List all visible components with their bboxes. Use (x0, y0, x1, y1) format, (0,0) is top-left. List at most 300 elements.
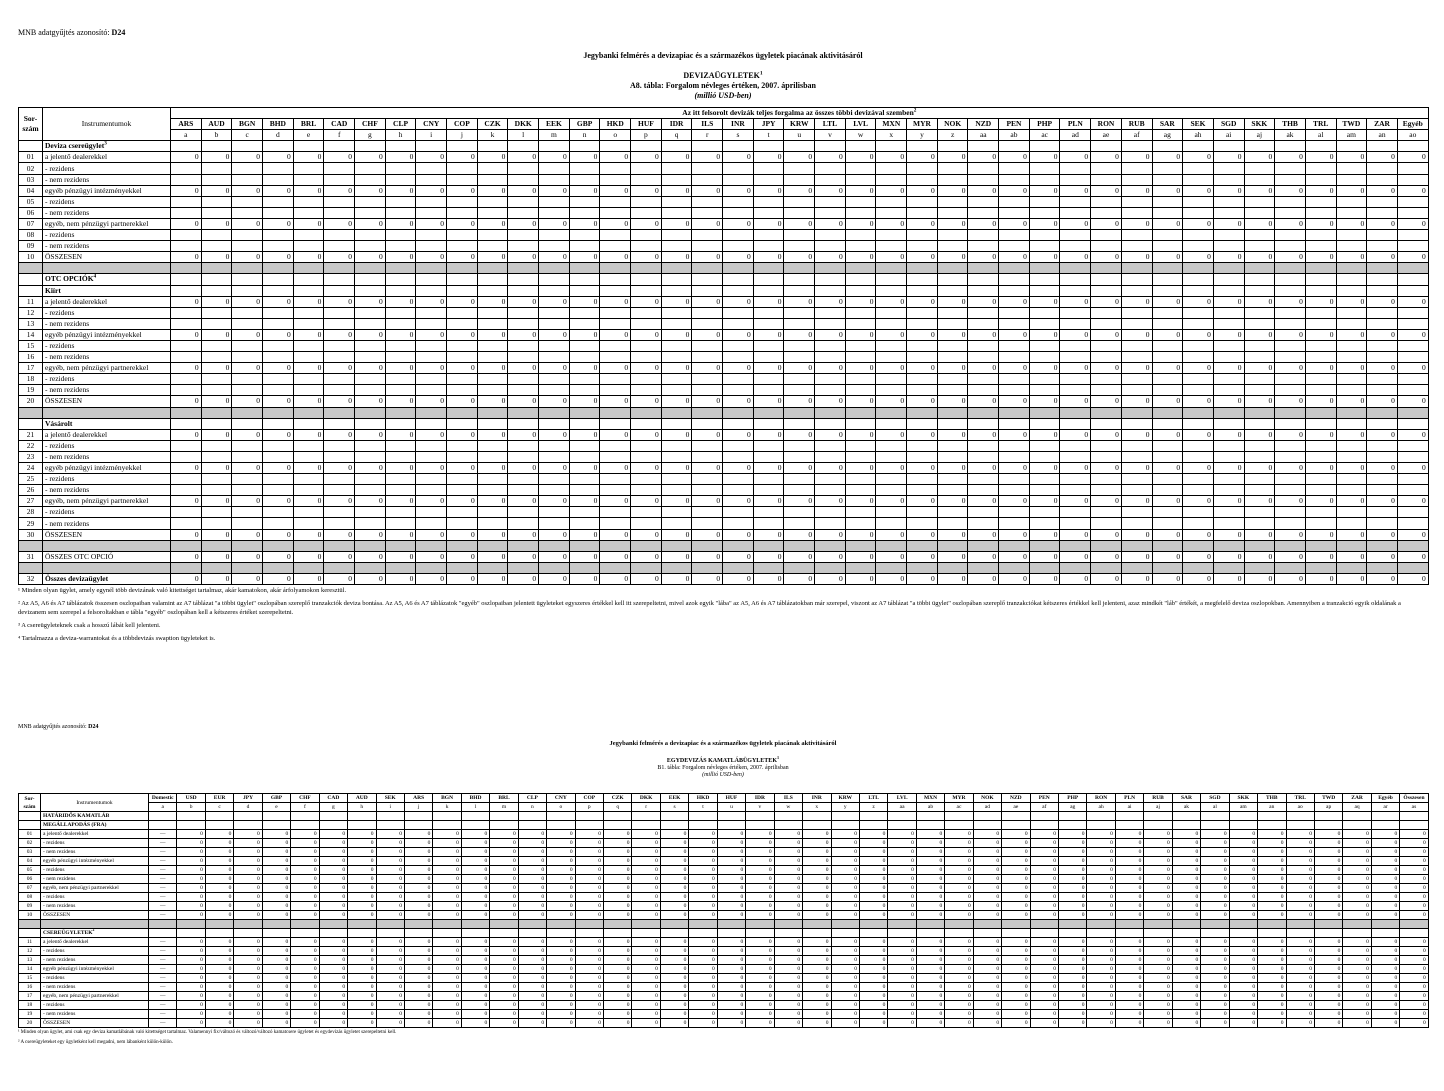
data-cell (201, 374, 232, 385)
data-cell: 0 (1305, 396, 1336, 407)
data-cell (907, 230, 938, 241)
data-cell: 0 (916, 937, 944, 946)
data-cell: 0 (888, 902, 916, 911)
data-cell: 0 (937, 296, 968, 307)
data-cell (784, 318, 815, 329)
data-cell: 0 (177, 1018, 205, 1027)
data-cell: 0 (324, 329, 355, 340)
data-cell: 0 (348, 848, 376, 857)
data-cell (1029, 207, 1060, 218)
data-cell (661, 163, 692, 174)
currency-header-php: PHP (1029, 119, 1060, 130)
data-cell: — (149, 839, 177, 848)
data-cell: 0 (945, 1000, 973, 1009)
data-cell: 0 (717, 1018, 745, 1027)
empty-cell (600, 562, 631, 573)
data-cell: 0 (1213, 329, 1244, 340)
empty-cell (631, 285, 662, 296)
data-cell (385, 352, 416, 363)
data-cell: 0 (1172, 830, 1200, 839)
data-cell: 0 (232, 185, 263, 196)
empty-cell (1397, 285, 1428, 296)
data-cell: 0 (1275, 252, 1306, 263)
currency-header-twd: TWD (1336, 119, 1367, 130)
row-label: - nem rezidens (43, 174, 171, 185)
data-cell (293, 307, 324, 318)
empty-cell (539, 418, 570, 429)
empty-cell (201, 407, 232, 418)
empty-cell (968, 263, 999, 274)
data-cell (723, 307, 754, 318)
data-cell (1152, 518, 1183, 529)
empty-cell (968, 562, 999, 573)
table-row (19, 218, 1429, 229)
data-cell: 0 (291, 866, 319, 875)
row-label: ÖSSZESEN (41, 911, 149, 920)
data-cell: 0 (1343, 982, 1371, 991)
empty-cell (433, 928, 461, 937)
data-cell (201, 440, 232, 451)
data-cell (1244, 440, 1275, 451)
data-cell: 0 (937, 396, 968, 407)
data-cell (999, 230, 1030, 241)
data-cell (937, 374, 968, 385)
row-label: a jelentő dealerekkel (41, 830, 149, 839)
column-letter-am: am (1229, 803, 1257, 812)
data-cell: 0 (404, 893, 432, 902)
data-cell: 0 (660, 875, 688, 884)
empty-cell (416, 263, 447, 274)
data-cell: 0 (575, 973, 603, 982)
currency-header-mxn: MXN (876, 119, 907, 130)
column-letter-i: i (416, 130, 447, 141)
data-cell (907, 451, 938, 462)
empty-cell (539, 407, 570, 418)
row-label: egyéb pénzügyi intézményekkel (41, 857, 149, 866)
empty-cell (999, 285, 1030, 296)
empty-cell (319, 928, 347, 937)
currency-header-mxn: MXN (916, 794, 944, 803)
row-number: 15 (19, 973, 41, 982)
data-cell: 0 (1371, 1000, 1399, 1009)
empty-cell (660, 812, 688, 821)
data-cell: 0 (518, 866, 546, 875)
empty-cell (916, 821, 944, 830)
data-cell (355, 374, 386, 385)
data-cell: 0 (575, 830, 603, 839)
unit-label: (millió USD-ben) (702, 772, 744, 778)
empty-cell (907, 263, 938, 274)
data-cell: 0 (324, 463, 355, 474)
data-cell: 0 (937, 529, 968, 540)
data-cell: 0 (937, 573, 968, 584)
data-cell: 0 (433, 937, 461, 946)
data-cell (263, 318, 294, 329)
data-cell (1091, 241, 1122, 252)
data-cell (1213, 451, 1244, 462)
data-cell: 0 (1091, 152, 1122, 163)
data-cell: 0 (1002, 893, 1030, 902)
data-cell: 0 (1121, 252, 1152, 263)
data-cell: 0 (293, 529, 324, 540)
data-cell (447, 374, 478, 385)
data-cell (447, 340, 478, 351)
data-cell (999, 385, 1030, 396)
data-cell: 0 (547, 830, 575, 839)
row-label: ÖSSZESEN (41, 1018, 149, 1027)
data-cell: 0 (490, 902, 518, 911)
data-cell: 0 (1172, 911, 1200, 920)
data-cell: 0 (1144, 937, 1172, 946)
data-cell: 0 (888, 946, 916, 955)
table-row (19, 352, 1429, 363)
group-header (171, 108, 1429, 119)
data-cell: 0 (1343, 991, 1371, 1000)
data-cell: 0 (1002, 964, 1030, 973)
data-cell: 0 (815, 496, 846, 507)
data-cell (1121, 352, 1152, 363)
data-cell: 0 (348, 946, 376, 955)
data-cell: 0 (508, 551, 539, 562)
empty-cell (661, 141, 692, 152)
data-cell: 0 (876, 429, 907, 440)
data-cell: 0 (319, 1018, 347, 1027)
column-letter-ao: ao (1397, 130, 1428, 141)
data-cell: 0 (1121, 573, 1152, 584)
data-cell (815, 474, 846, 485)
table-row (19, 946, 1429, 955)
data-cell (907, 174, 938, 185)
data-cell (815, 374, 846, 385)
data-cell (600, 163, 631, 174)
data-cell: 0 (348, 1000, 376, 1009)
data-cell: 0 (1286, 973, 1314, 982)
data-cell (968, 374, 999, 385)
empty-cell (171, 285, 202, 296)
data-cell (355, 241, 386, 252)
data-cell: 0 (815, 551, 846, 562)
column-letter-o: o (547, 803, 575, 812)
data-cell (447, 241, 478, 252)
empty-cell (815, 263, 846, 274)
data-cell: 0 (1400, 955, 1428, 964)
row-number: 01 (19, 152, 43, 163)
data-cell (1397, 451, 1428, 462)
data-cell: 0 (1314, 973, 1342, 982)
data-cell: 0 (416, 252, 447, 263)
data-cell (1152, 474, 1183, 485)
data-cell: 0 (262, 893, 290, 902)
data-cell: 0 (1121, 329, 1152, 340)
data-cell: 0 (376, 955, 404, 964)
data-cell: 0 (859, 848, 887, 857)
data-cell: 0 (376, 902, 404, 911)
data-cell (631, 507, 662, 518)
data-cell (661, 374, 692, 385)
data-cell (1275, 163, 1306, 174)
data-cell: 0 (632, 848, 660, 857)
data-cell (600, 474, 631, 485)
data-cell (1183, 163, 1214, 174)
empty-cell (784, 141, 815, 152)
data-cell (1183, 352, 1214, 363)
row-label (43, 540, 171, 551)
data-cell: 0 (945, 848, 973, 857)
col-header-instr: Instrumentumok (41, 794, 149, 812)
spacer-row (19, 407, 1429, 418)
column-letter-x: x (876, 130, 907, 141)
data-cell: 0 (547, 1009, 575, 1018)
row-label (43, 562, 171, 573)
empty-cell (1275, 285, 1306, 296)
data-cell: 0 (1258, 955, 1286, 964)
data-cell: 0 (660, 857, 688, 866)
data-cell (692, 518, 723, 529)
data-cell: 0 (1286, 848, 1314, 857)
data-cell: 0 (1002, 911, 1030, 920)
group-header-sup: 2 (913, 107, 917, 114)
data-cell: 0 (575, 875, 603, 884)
data-cell: 0 (1367, 463, 1398, 474)
row-label: ÖSSZESEN (43, 252, 171, 263)
empty-cell (1213, 562, 1244, 573)
currency-header-ils: ILS (692, 119, 723, 130)
data-cell: 0 (461, 911, 489, 920)
data-cell: 0 (1144, 911, 1172, 920)
data-cell (692, 507, 723, 518)
data-cell: 0 (461, 884, 489, 893)
data-cell (631, 196, 662, 207)
data-cell: 0 (831, 946, 859, 955)
data-cell: 0 (234, 1009, 262, 1018)
id-line (18, 28, 1428, 37)
empty-cell (232, 407, 263, 418)
row-number: 19 (19, 1009, 41, 1018)
data-cell: 0 (539, 252, 570, 263)
data-cell: 0 (490, 848, 518, 857)
data-cell: 0 (1343, 911, 1371, 920)
data-cell: 0 (859, 1009, 887, 1018)
data-cell: 0 (723, 463, 754, 474)
data-cell: 0 (916, 1018, 944, 1027)
row-number: 02 (19, 839, 41, 848)
empty-cell (631, 274, 662, 285)
data-cell: 0 (907, 296, 938, 307)
column-letter-s: s (660, 803, 688, 812)
empty-cell (1183, 418, 1214, 429)
empty-cell (753, 285, 784, 296)
data-cell: 0 (1343, 955, 1371, 964)
data-cell: — (149, 911, 177, 920)
data-cell (1183, 440, 1214, 451)
row-label: - rezidens (41, 946, 149, 955)
empty-cell (1229, 928, 1257, 937)
data-cell: 0 (746, 991, 774, 1000)
table-row (19, 911, 1429, 920)
data-cell: 0 (600, 185, 631, 196)
data-cell: 0 (376, 982, 404, 991)
data-cell: 0 (1059, 893, 1087, 902)
column-letter-r: r (632, 803, 660, 812)
row-label: - rezidens (43, 507, 171, 518)
empty-cell (324, 274, 355, 285)
data-cell: 0 (1213, 296, 1244, 307)
empty-cell (149, 928, 177, 937)
empty-cell (1060, 285, 1091, 296)
data-cell: 0 (234, 884, 262, 893)
data-cell: 0 (376, 911, 404, 920)
empty-cell (263, 141, 294, 152)
data-cell (1029, 507, 1060, 518)
empty-cell (631, 407, 662, 418)
row-label: a jelentő dealerekkel (43, 152, 171, 163)
data-cell (201, 385, 232, 396)
data-cell (477, 241, 508, 252)
data-cell: 0 (1371, 830, 1399, 839)
data-cell: 0 (1213, 573, 1244, 584)
data-cell (784, 241, 815, 252)
data-cell (968, 207, 999, 218)
footnotes-a (18, 586, 1428, 643)
data-cell: 0 (859, 1018, 887, 1027)
column-letter-x: x (803, 803, 831, 812)
data-cell (1121, 374, 1152, 385)
data-cell: 0 (845, 185, 876, 196)
data-cell (1091, 307, 1122, 318)
currency-header-pln: PLN (1115, 794, 1143, 803)
data-cell (263, 518, 294, 529)
empty-cell (324, 407, 355, 418)
data-cell: 0 (234, 937, 262, 946)
data-cell: 0 (604, 893, 632, 902)
empty-cell (859, 821, 887, 830)
data-cell: 0 (324, 363, 355, 374)
currency-header-lvl: LVL (845, 119, 876, 130)
data-cell: 0 (171, 529, 202, 540)
data-cell: 0 (355, 329, 386, 340)
data-cell: 0 (1201, 964, 1229, 973)
data-cell: 0 (999, 396, 1030, 407)
data-cell: 0 (604, 1009, 632, 1018)
empty-cell (508, 407, 539, 418)
empty-cell (1030, 920, 1058, 929)
data-cell (569, 241, 600, 252)
data-cell: 0 (569, 218, 600, 229)
data-cell: 0 (876, 496, 907, 507)
data-cell (232, 340, 263, 351)
data-cell: 0 (888, 955, 916, 964)
data-cell: 0 (539, 573, 570, 584)
data-cell (1183, 374, 1214, 385)
data-cell: 0 (803, 937, 831, 946)
data-cell: 0 (177, 991, 205, 1000)
data-cell (263, 241, 294, 252)
data-cell (753, 307, 784, 318)
data-cell (232, 440, 263, 451)
data-cell: 0 (416, 463, 447, 474)
empty-cell (600, 263, 631, 274)
data-cell (845, 352, 876, 363)
data-cell (1213, 196, 1244, 207)
data-cell: 0 (263, 529, 294, 540)
data-cell: 0 (1275, 296, 1306, 307)
data-cell (385, 163, 416, 174)
empty-cell (263, 274, 294, 285)
data-cell: 0 (1059, 1000, 1087, 1009)
data-cell (1244, 340, 1275, 351)
column-letter-ac: ac (1029, 130, 1060, 141)
data-cell: 0 (1183, 496, 1214, 507)
data-cell: 0 (348, 1018, 376, 1027)
data-cell (539, 485, 570, 496)
data-cell: 0 (661, 551, 692, 562)
data-cell: 0 (205, 866, 233, 875)
empty-cell (1343, 812, 1371, 821)
empty-cell (888, 821, 916, 830)
column-letter-ae: ae (1002, 803, 1030, 812)
data-cell: 0 (631, 252, 662, 263)
row-number (19, 274, 43, 285)
data-cell: 0 (477, 429, 508, 440)
data-cell: 0 (815, 363, 846, 374)
data-cell: 0 (631, 529, 662, 540)
data-cell: 0 (604, 964, 632, 973)
data-cell (1275, 230, 1306, 241)
empty-cell (1172, 928, 1200, 937)
empty-cell (1213, 141, 1244, 152)
data-cell (1152, 385, 1183, 396)
data-cell (385, 507, 416, 518)
table-row (19, 973, 1429, 982)
data-cell (784, 174, 815, 185)
data-cell: 0 (490, 911, 518, 920)
data-cell (1305, 518, 1336, 529)
row-label: - rezidens (43, 163, 171, 174)
data-cell: 0 (717, 866, 745, 875)
data-cell (569, 340, 600, 351)
row-label: a jelentő dealerekkel (43, 296, 171, 307)
data-cell: 0 (1091, 218, 1122, 229)
data-cell: 0 (376, 884, 404, 893)
empty-cell (1275, 562, 1306, 573)
data-cell (968, 230, 999, 241)
data-cell (1121, 230, 1152, 241)
data-cell (1183, 174, 1214, 185)
data-cell: 0 (1060, 529, 1091, 540)
data-cell: 0 (319, 1009, 347, 1018)
data-cell: 0 (1059, 973, 1087, 982)
data-cell (1091, 440, 1122, 451)
data-cell (447, 174, 478, 185)
data-cell: 0 (1087, 946, 1115, 955)
data-cell (1091, 474, 1122, 485)
section-label-sup: 3 (104, 140, 107, 147)
empty-cell (1030, 812, 1058, 821)
data-cell: 0 (1201, 973, 1229, 982)
data-cell (1152, 374, 1183, 385)
data-cell: 0 (631, 429, 662, 440)
data-cell (1305, 340, 1336, 351)
data-cell: 0 (1060, 496, 1091, 507)
empty-cell (1152, 540, 1183, 551)
table-row (19, 848, 1429, 857)
data-cell: 0 (689, 964, 717, 973)
data-cell: 0 (859, 884, 887, 893)
data-cell: 0 (348, 973, 376, 982)
data-cell: 0 (293, 185, 324, 196)
data-cell: 0 (319, 982, 347, 991)
data-cell: 0 (263, 185, 294, 196)
